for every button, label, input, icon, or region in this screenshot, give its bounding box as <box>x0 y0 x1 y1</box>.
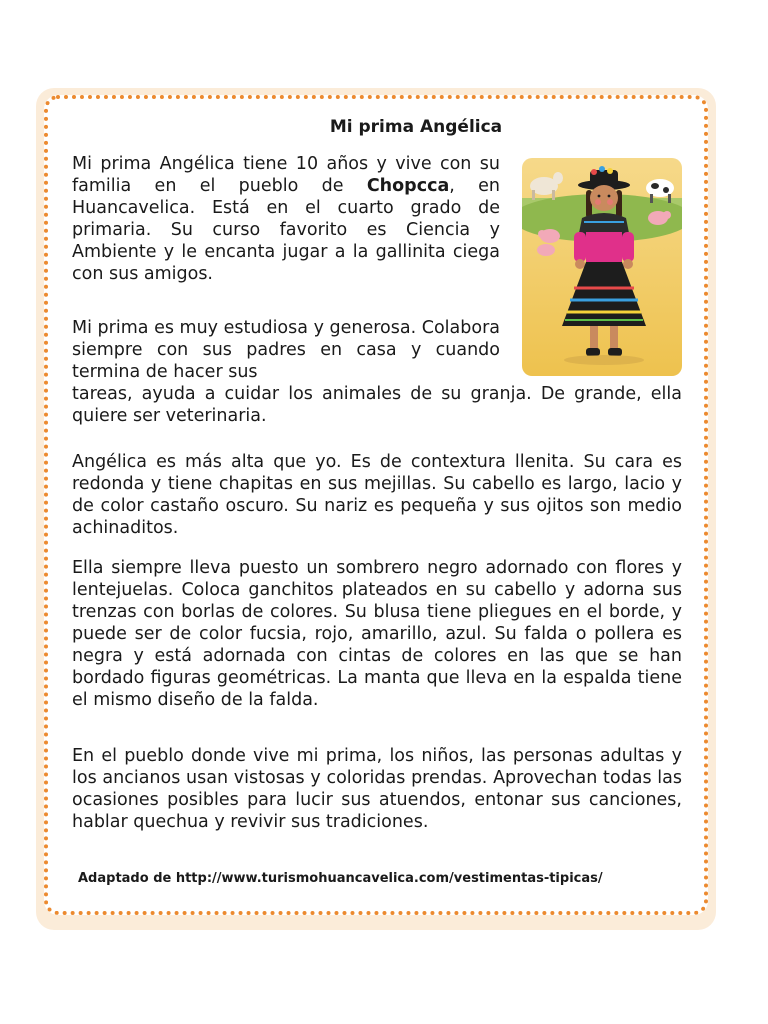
pig-figure-3 <box>537 244 555 256</box>
girl-illustration <box>522 158 682 376</box>
paragraph-2-top: Mi prima es muy estudiosa y generosa. Colabora siempre con sus padres en casa y cuando termina de hacer sus <box>72 318 500 382</box>
place-name: Chopcca <box>366 176 450 196</box>
paragraph-1-end: , en Huancavelica. Está en el cuarto grado de primaria. Su curso favorito es Ciencia y Ambiente y le encanta jugar a la gallinita ciega con sus amigos. <box>72 176 501 284</box>
paragraph-1 <box>72 153 500 285</box>
paragraph-4: Ella siempre lleva puesto un sombrero negro adornado con flores y lentejuelas. Coloca ganchitos plateados en su cabello y adorna sus trenzas con borlas de colores. Su blusa tiene pliegues en el borde, y puede ser de color fucsia, rojo, amarillo, azul. Su falda o pollera es negra y está adornada con cintas de colores en las que se han bordado figuras geométricas. La manta que lleva en la espalda tiene el mismo diseño de la falda. <box>72 558 682 710</box>
paragraph-5: En el pueblo donde vive mi prima, los niños, las personas adultas y los ancianos usan vistosas y coloridas prendas. Aprovechan todas las ocasiones posibles para lucir sus atuendos, entonar sus canciones, hablar quechua y revivir sus tradiciones. <box>72 746 682 832</box>
source-credit: Adaptado de http://www.turismohuancavelica.com/vestimentas-tipicas/ <box>78 871 603 886</box>
paragraph-2-rest: tareas, ayuda a cuidar los animales de su granja. De grande, ella quiere ser veterinaria. <box>72 384 682 426</box>
paragraph-1-start: Mi prima Angélica tiene 10 años y vive con su familia en el pueblo de <box>72 154 500 196</box>
page-title: Mi prima Angélica <box>329 117 503 137</box>
reading-card <box>44 95 708 915</box>
paragraph-3: Angélica es más alta que yo. Es de contextura llenita. Su cara es redonda y tiene chapitas en sus mejillas. Su cabello es largo, lacio y de color castaño oscuro. Su nariz es pequeña y sus ojitos son medio achinaditos. <box>72 452 682 538</box>
